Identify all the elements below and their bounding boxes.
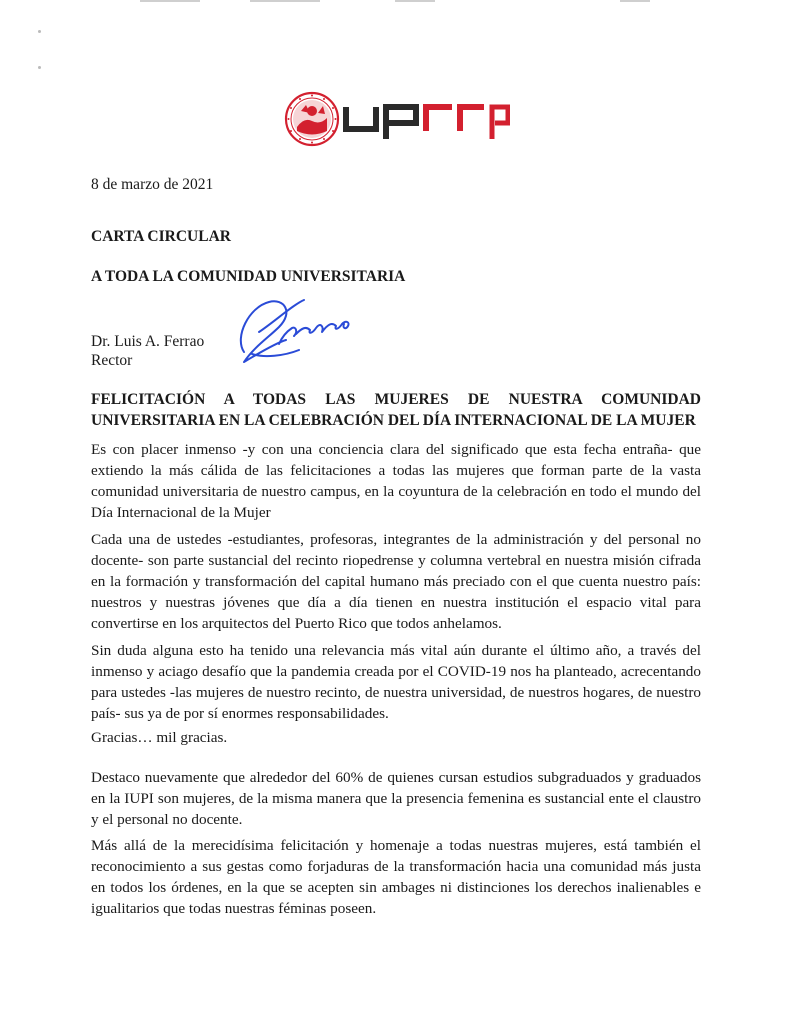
subject-line-1: FELICITACIÓN A TODAS LAS MUJERES DE NUESTRA COMUNIDAD — [91, 391, 701, 408]
scan-dot — [38, 66, 41, 69]
author-block — [91, 332, 204, 370]
scan-mark — [250, 0, 320, 2]
subject-heading — [91, 389, 701, 431]
paragraph-6: Más allá de la merecidísima felicitación y homenaje a todas nuestras mujeres, está también el reconocimiento a sus gestas como forjaduras de la transformación hacia una comunidad más justa en todos los órdenes, en la que se acepten sin ambages ni distinciones los derechos inalienables e igualitarios que todas nuestras féminas poseen. — [91, 837, 701, 917]
author-name: Dr. Luis A. Ferrao — [91, 333, 205, 350]
paragraph-5: Destaco nuevamente que alrededor del 60% de quienes cursan estudios subgraduados y graduados en la IUPI son mujeres, de la misma manera que la presencia femenina es sustancial ente el claustro y el personal no docente. — [91, 769, 701, 828]
circular-title: CARTA CIRCULAR — [91, 228, 231, 245]
scan-mark — [140, 0, 200, 2]
paragraph-1: Es con placer inmenso -y con una conciencia clara del significado que esta fecha entraña- que extiendo la más cálida de las felicitaciones a todas las mujeres que forman parte de la vasta comunidad universitaria de nuestro campus, en la coyuntura de la celebración en todo el mundo del Día Internacional de la Mujer — [91, 441, 701, 521]
paragraph-3: Sin duda alguna esto ha tenido una relevancia más vital aún durante el último año, a través del inmenso y aciago desafío que la pandemia creada por el COVID-19 nos ha planteado, acrecentando para ustedes -las mujeres de nuestro recinto, de nuestra universidad, de nuestros hogares, de nuestro país- sus ya de por sí enormes responsabilidades. — [91, 642, 701, 722]
signature-icon — [224, 292, 354, 372]
author-title: Rector — [91, 352, 133, 369]
paragraph-2: Cada una de ustedes -estudiantes, profesoras, integrantes de la administración y del personal no docente- son parte sustancial del recinto riopedrense y columna vertebral en nuestra misión cifrada en la formación y transformación del capital humano más preciado con el que cuenta nuestro país: nuestros y nuestras jóvenes que día a día tienen en nuestra institución el espacio vital para convertirse en los arquitectos del Puerto Rico que todos anhelamos. — [91, 531, 701, 632]
subject-line-2: UNIVERSITARIA EN LA CELEBRACIÓN DEL DÍA INTERNACIONAL DE LA MUJER — [91, 412, 696, 429]
paragraph-4: Gracias… mil gracias. — [91, 729, 228, 746]
uprrp-seal-icon — [284, 91, 510, 149]
scan-mark — [620, 0, 650, 2]
uprrp-logo — [284, 91, 510, 149]
audience-line: A TODA LA COMUNIDAD UNIVERSITARIA — [91, 268, 406, 285]
scan-dot — [38, 30, 41, 33]
scan-mark — [395, 0, 435, 2]
letter-date: 8 de marzo de 2021 — [91, 176, 214, 193]
